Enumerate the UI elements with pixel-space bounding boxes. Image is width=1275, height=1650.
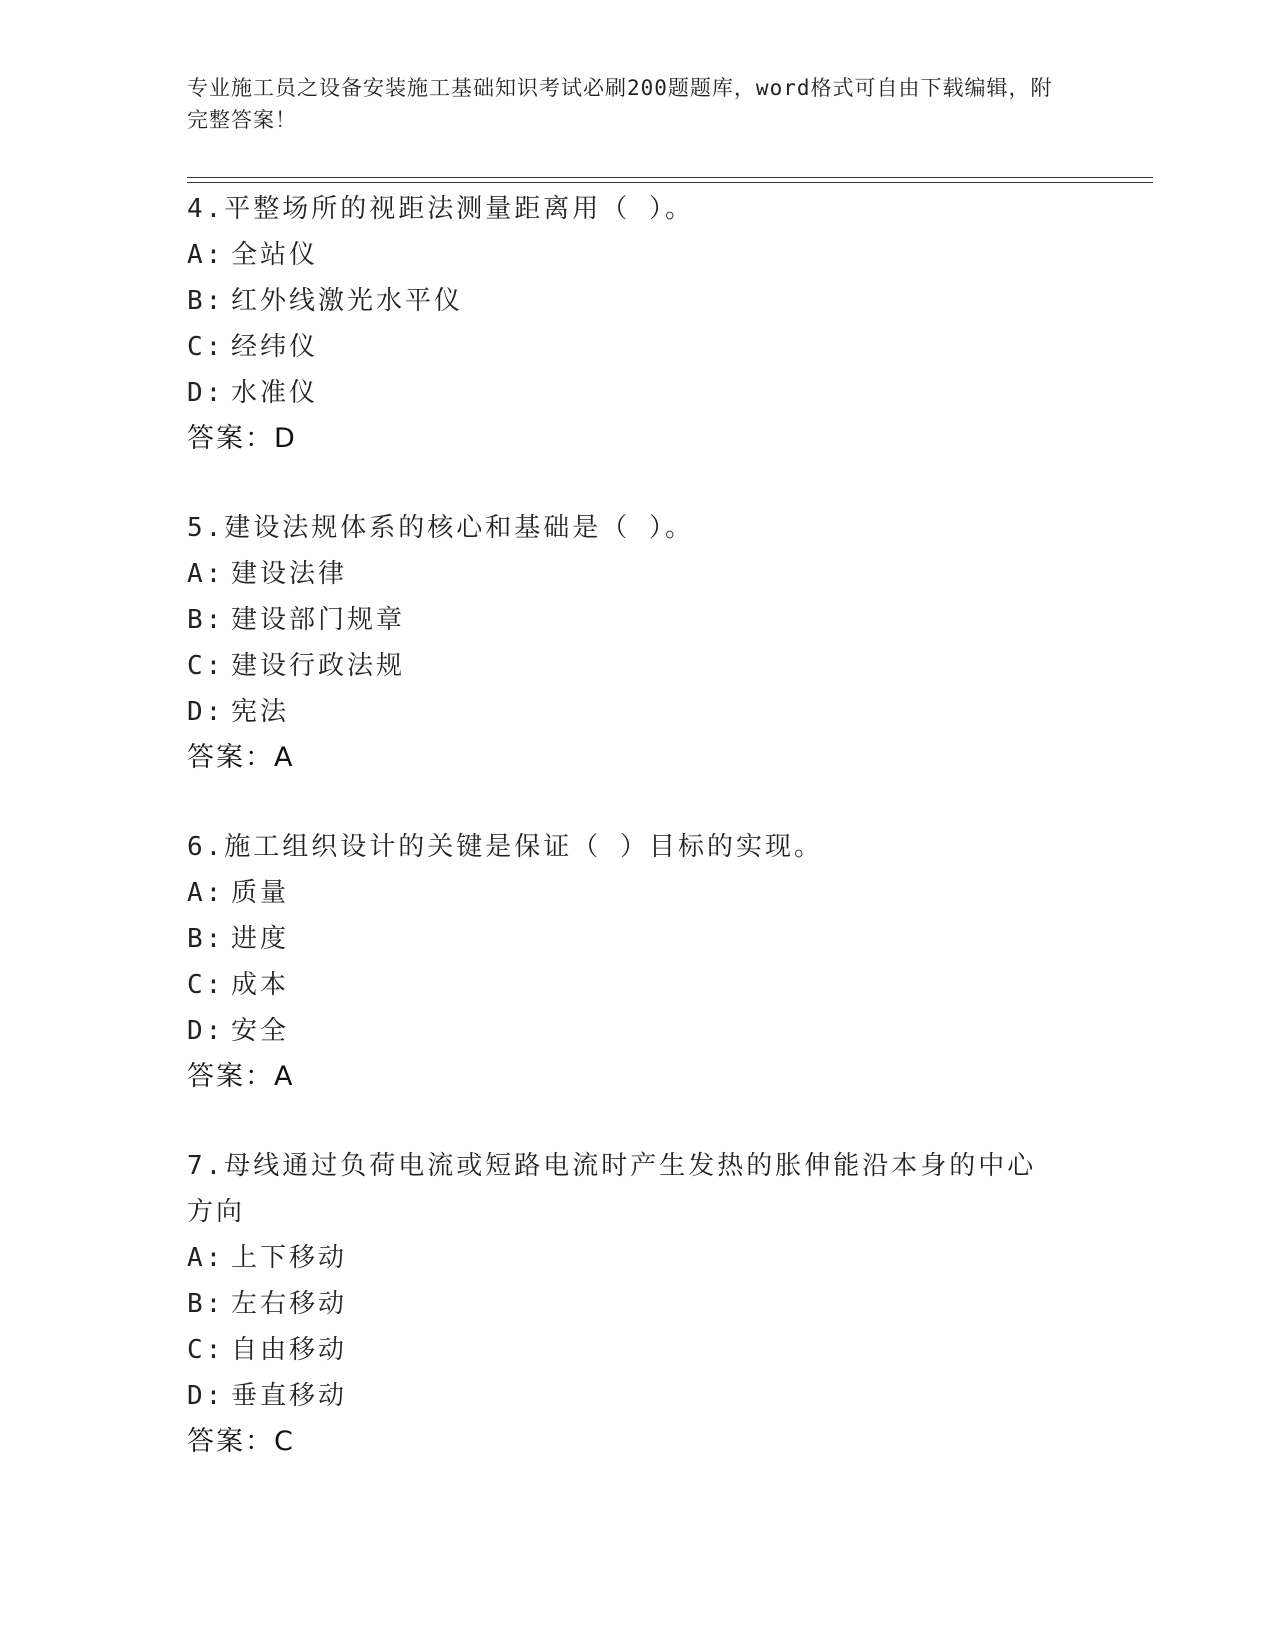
option-text: 质量: [231, 878, 290, 908]
option-text: 建设法律: [231, 559, 348, 589]
answer-label: 答案：: [187, 423, 274, 454]
answer-line: [187, 416, 1067, 462]
option-key: A:: [187, 240, 225, 270]
answer-line: [187, 1419, 1067, 1465]
option-text: 全站仪: [231, 240, 319, 270]
option-text: 自由移动: [231, 1335, 348, 1365]
option-c: [187, 324, 1067, 370]
header-rule-top: [187, 177, 1153, 178]
answer-value: C: [274, 1426, 295, 1457]
option-key: C:: [187, 1335, 225, 1365]
option-c: [187, 962, 1067, 1008]
option-text: 安全: [231, 1016, 290, 1046]
option-key: C:: [187, 332, 225, 362]
option-text: 红外线激光水平仪: [231, 286, 464, 316]
answer-label: 答案：: [187, 742, 274, 773]
option-key: D:: [187, 697, 225, 727]
option-key: B:: [187, 1289, 225, 1319]
question-6: [187, 824, 1067, 1100]
option-b: [187, 278, 1067, 324]
option-key: C:: [187, 651, 225, 681]
option-a: [187, 232, 1067, 278]
option-a: [187, 551, 1067, 597]
option-text: 建设部门规章: [231, 605, 406, 635]
question-stem: [187, 186, 1067, 232]
option-text: 经纬仪: [231, 332, 319, 362]
option-d: [187, 689, 1067, 735]
header-rule-bottom: [187, 182, 1153, 183]
question-stem: [187, 1143, 1067, 1235]
option-b: [187, 916, 1067, 962]
answer-label: 答案：: [187, 1061, 274, 1092]
question-stem-text: 6.施工组织设计的关键是保证（ ）目标的实现。: [187, 832, 823, 862]
question-stem-text: 5.建设法规体系的核心和基础是（ ）。: [187, 513, 694, 543]
option-d: [187, 1008, 1067, 1054]
option-key: D:: [187, 1381, 225, 1411]
option-b: [187, 597, 1067, 643]
answer-line: [187, 735, 1067, 781]
option-key: C:: [187, 970, 225, 1000]
option-text: 左右移动: [231, 1289, 348, 1319]
option-text: 宪法: [231, 697, 290, 727]
option-key: A:: [187, 878, 225, 908]
option-text: 水准仪: [231, 378, 319, 408]
option-key: A:: [187, 1243, 225, 1273]
question-5: [187, 505, 1067, 781]
option-text: 成本: [231, 970, 290, 1000]
option-d: [187, 1373, 1067, 1419]
question-7: [187, 1143, 1067, 1465]
option-a: [187, 1235, 1067, 1281]
option-c: [187, 1327, 1067, 1373]
option-key: D:: [187, 378, 225, 408]
document-header: 专业施工员之设备安装施工基础知识考试必刷200题题库，word格式可自由下载编辑，附完整答案！: [187, 76, 1053, 132]
option-text: 上下移动: [231, 1243, 348, 1273]
option-b: [187, 1281, 1067, 1327]
option-c: [187, 643, 1067, 689]
question-4: [187, 186, 1067, 462]
option-key: A:: [187, 559, 225, 589]
option-key: D:: [187, 1016, 225, 1046]
answer-line: [187, 1054, 1067, 1100]
answer-value: D: [274, 423, 297, 454]
option-text: 建设行政法规: [231, 651, 406, 681]
question-list: [187, 186, 1067, 1465]
option-key: B:: [187, 924, 225, 954]
answer-value: A: [274, 742, 295, 773]
option-key: B:: [187, 286, 225, 316]
question-stem: [187, 824, 1067, 870]
question-stem-text: 7.母线通过负荷电流或短路电流时产生发热的胀伸能沿本身的中心方向: [187, 1151, 1037, 1227]
answer-value: A: [274, 1061, 295, 1092]
option-a: [187, 870, 1067, 916]
question-stem: [187, 505, 1067, 551]
option-d: [187, 370, 1067, 416]
option-text: 进度: [231, 924, 290, 954]
question-stem-text: 4.平整场所的视距法测量距离用（ ）。: [187, 194, 694, 224]
option-key: B:: [187, 605, 225, 635]
option-text: 垂直移动: [231, 1381, 348, 1411]
answer-label: 答案：: [187, 1426, 274, 1457]
